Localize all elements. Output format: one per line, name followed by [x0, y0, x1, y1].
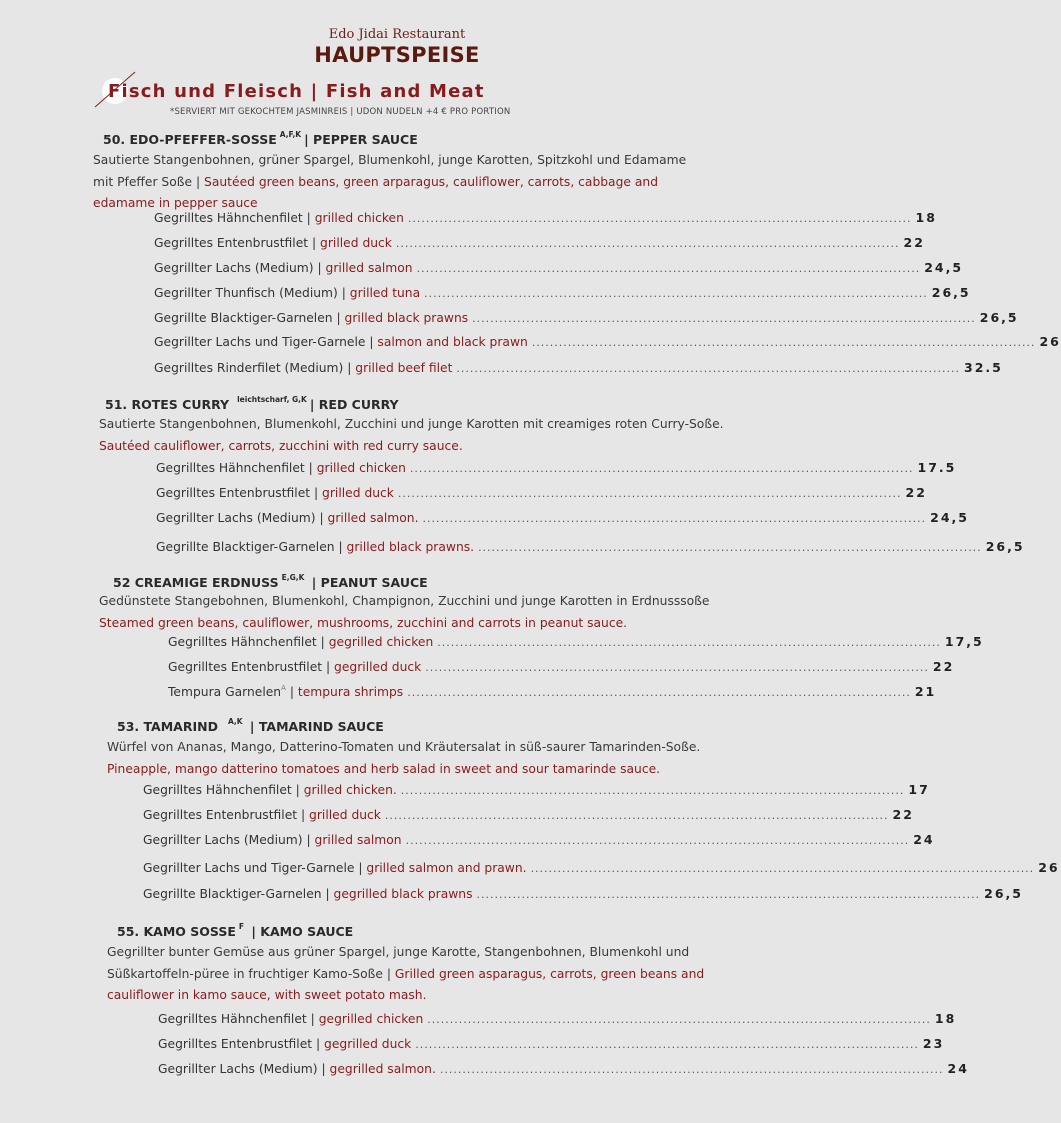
list-item: [143, 886, 1023, 906]
list-item: [154, 235, 925, 255]
option-english: grilled beef filet: [355, 361, 453, 375]
option-german: Gegrillte Blacktiger-Garnelen |: [154, 311, 345, 325]
price: 26: [1038, 860, 1060, 875]
dish-name: 50. EDO-PFEFFER-SOSSE: [103, 132, 277, 147]
dot-leader: ................................................................................................................: [415, 1038, 919, 1051]
price: 22: [892, 807, 914, 822]
option-german: Gegrilltes Hähnchenfilet |: [143, 783, 304, 797]
option-german: Gegrillter Lachs und Tiger-Garnele |: [154, 335, 378, 349]
option-german: Gegrillter Lachs (Medium) |: [156, 511, 328, 525]
option-english: gegrilled chicken: [318, 1012, 424, 1026]
category-title: Fisch und Fleisch | Fish and Meat: [108, 81, 485, 102]
dot-leader: ................................................................................................................: [384, 809, 889, 822]
dot-leader: ................................................................................................................: [437, 636, 941, 649]
price: 26: [1039, 334, 1061, 349]
list-item: [154, 334, 1061, 354]
option-english: gegrilled black prawns: [333, 887, 473, 901]
description-german: Würfel von Ananas, Mango, Datterino-Tomaten und Kräutersalat in süß-saurer Tamarinden-Soße.: [107, 740, 701, 754]
description-english: Grilled green asparagus, carrots, green beans and cauliflower in kamo sauce, with sweet potato mash.: [107, 966, 705, 1002]
option-german: Gegrilltes Entenbrustfilet |: [168, 660, 335, 674]
allergen-codes: F: [238, 922, 245, 931]
list-item: [158, 1061, 969, 1081]
list-item: [156, 460, 957, 480]
dot-leader: ................................................................................................................: [530, 862, 1035, 875]
price: 18: [934, 1011, 957, 1026]
description-english: Steamed green beans, cauliflower, mushrooms, zucchini and carrots in peanut sauce.: [99, 615, 628, 630]
option-english: grilled salmon: [314, 833, 402, 847]
option-english: grilled black prawns.: [346, 540, 475, 554]
option-german: Gegrilltes Entenbrustfilet |: [158, 1037, 325, 1051]
option-german: Gegrilltes Rinderfilet (Medium) |: [154, 361, 356, 375]
list-item: [154, 260, 964, 280]
dish-name: 52 CREAMIGE ERDNUSS: [113, 575, 279, 590]
dot-leader: ................................................................................................................: [425, 661, 929, 674]
description-english: Sautéed cauliflower, carrots, zucchini with red curry sauce.: [99, 438, 463, 453]
option-german: Gegrillter Lachs (Medium) |: [158, 1062, 330, 1076]
option-german: Gegrillter Lachs (Medium) |: [143, 833, 315, 847]
dot-leader: ................................................................................................................: [400, 784, 905, 797]
list-item: [154, 285, 971, 305]
dot-leader: ................................................................................................................: [409, 462, 914, 475]
price: 18: [915, 210, 937, 225]
option-english: grilled chicken: [314, 211, 404, 225]
price: 22: [905, 485, 927, 500]
option-english: grilled black prawns: [344, 311, 469, 325]
option-english: grilled salmon: [325, 261, 413, 275]
dot-leader: ................................................................................................................: [416, 262, 921, 275]
dot-leader: ................................................................................................................: [427, 1013, 931, 1026]
list-item: [168, 634, 984, 654]
price: 24: [913, 832, 935, 847]
option-english: grilled duck: [320, 236, 392, 250]
list-item: [143, 860, 1060, 880]
dot-leader: ................................................................................................................: [456, 362, 961, 375]
description-german: Sautierte Stangenbohnen, grüner Spargel, Blumenkohl, junge Karotten, Spitzkohl und Edamame mit Pfeffer Soße |: [93, 153, 687, 189]
dish-description: [107, 942, 737, 1007]
option-german: Gegrillte Blacktiger-Garnelen |: [156, 540, 347, 554]
price: 32.5: [964, 360, 1003, 375]
dish-english-name: | KAMO SAUCE: [251, 924, 354, 939]
restaurant-name: Edo Jidai Restaurant: [328, 27, 466, 42]
option-german: Gegrilltes Entenbrustfilet |: [154, 236, 321, 250]
option-english: gegrilled duck: [324, 1037, 412, 1051]
description-english: Sautéed green beans, green arparagus, cauliflower, carrots, cabbage and edamame in pepper sauce: [93, 174, 659, 210]
allergen-codes: A,K: [227, 717, 243, 726]
list-item: [168, 659, 955, 679]
dish-english-name: | PEANUT SAUCE: [311, 575, 428, 590]
option-german: Gegrillter Lachs und Tiger-Garnele |: [143, 861, 367, 875]
option-english: gegrilled duck: [334, 660, 422, 674]
option-separator: |: [285, 685, 298, 699]
list-item: [143, 782, 930, 802]
option-english: grilled salmon.: [327, 511, 419, 525]
option-english: tempura shrimps: [297, 685, 404, 699]
option-german: Gegrillte Blacktiger-Garnelen |: [143, 887, 334, 901]
dish-heading: [103, 130, 418, 147]
dish-name: 53. TAMARIND: [117, 719, 218, 734]
allergen-codes: A,F,K: [279, 130, 302, 139]
option-english: gegrilled chicken: [328, 635, 434, 649]
dish-heading: [117, 717, 384, 734]
option-german: Gegrilltes Hähnchenfilet |: [156, 461, 317, 475]
dish-description: [99, 414, 749, 457]
list-item: [143, 832, 935, 852]
dot-leader: ................................................................................................................: [424, 287, 928, 300]
list-item: [154, 310, 1019, 330]
price: 22: [932, 659, 955, 674]
list-item: [158, 1011, 957, 1031]
price: 17.5: [917, 460, 957, 475]
description-english: Pineapple, mango datterino tomatoes and herb salad in sweet and sour tamarinde sauce.: [107, 761, 661, 776]
allergen-code: A: [281, 684, 286, 692]
description-german: Gegrillter bunter Gemüse aus grüner Spargel, junge Karotte, Stangenbohnen, Blumenkohl und Süßkartoffeln-püree in fruchtiger Kamo-Soße |: [107, 945, 690, 981]
list-item: [156, 539, 1025, 559]
serving-note: *SERVIERT MIT GEKOCHTEM JASMINREIS | UDON NUDELN +4 € PRO PORTION: [170, 107, 511, 117]
option-german: Gegrilltes Hähnchenfilet |: [158, 1012, 319, 1026]
dot-leader: ................................................................................................................: [395, 237, 900, 250]
dot-leader: ................................................................................................................: [422, 512, 927, 525]
option-english: salmon and black prawn: [377, 335, 528, 349]
dish-heading: [117, 922, 353, 939]
dot-leader: ................................................................................................................: [472, 312, 976, 325]
dish-description: [107, 737, 787, 780]
dish-english-name: | PEPPER SAUCE: [304, 132, 418, 147]
option-german: Gegrilltes Hähnchenfilet |: [168, 635, 329, 649]
price: 24,5: [924, 260, 964, 275]
dish-name: 55. KAMO SOSSE: [117, 924, 236, 939]
dish-name: 51. ROTES CURRY: [105, 397, 230, 412]
dot-leader: ................................................................................................................: [407, 212, 912, 225]
allergen-codes: E,G,K: [281, 573, 305, 582]
dot-leader: ................................................................................................................: [478, 541, 982, 554]
description-german: Sautierte Stangenbohnen, Blumenkohl, Zucchini und junge Karotten mit creamiges roten Curry-Soße.: [99, 417, 724, 431]
dot-leader: ................................................................................................................: [397, 487, 902, 500]
price: 26,5: [985, 539, 1025, 554]
dot-leader: ................................................................................................................: [476, 888, 981, 901]
description-german: Gedünstete Stangebohnen, Blumenkohl, Champignon, Zucchini und junge Karotten in Erdnusssoße: [99, 594, 710, 608]
dish-description: [93, 150, 693, 215]
price: 24,5: [930, 510, 969, 525]
price: 26,5: [984, 886, 1023, 901]
list-item: [143, 807, 914, 827]
dish-heading: [105, 395, 399, 412]
option-english: grilled duck: [322, 486, 394, 500]
list-item: [168, 684, 937, 704]
option-german: Gegrilltes Entenbrustfilet |: [156, 486, 323, 500]
option-english: grilled salmon and prawn.: [366, 861, 527, 875]
option-german: Gegrilltes Entenbrustfilet |: [143, 808, 310, 822]
list-item: [156, 485, 927, 505]
option-german: Gegrilltes Hähnchenfilet |: [154, 211, 315, 225]
list-item: [156, 510, 969, 530]
dot-leader: ................................................................................................................: [407, 686, 911, 699]
list-item: [158, 1036, 945, 1056]
dish-english-name: | TAMARIND SAUCE: [249, 719, 384, 734]
price: 22: [903, 235, 925, 250]
page-title: HAUPTSPEISE: [314, 43, 480, 67]
option-german: Tempura Garnelen: [168, 685, 282, 699]
option-english: grilled chicken: [316, 461, 406, 475]
price: 24: [947, 1061, 969, 1076]
dish-heading: [113, 573, 428, 590]
price: 23: [922, 1036, 945, 1051]
dot-leader: ................................................................................................................: [439, 1063, 944, 1076]
dish-description: [99, 591, 779, 634]
price: 26,5: [931, 285, 971, 300]
dish-english-name: | RED CURRY: [309, 397, 399, 412]
dot-leader: ................................................................................................................: [531, 336, 1036, 349]
list-item: [154, 210, 937, 230]
allergen-codes: leichtscharf, G,K: [237, 395, 307, 404]
price: 17,5: [944, 634, 984, 649]
price: 17: [908, 782, 930, 797]
option-english: grilled chicken.: [303, 783, 397, 797]
option-english: grilled tuna: [349, 286, 421, 300]
option-german: Gegrillter Lachs (Medium) |: [154, 261, 326, 275]
dot-leader: ................................................................................................................: [405, 834, 910, 847]
price: 26,5: [979, 310, 1019, 325]
option-english: gegrilled salmon.: [329, 1062, 436, 1076]
option-english: grilled duck: [309, 808, 381, 822]
list-item: [154, 360, 1003, 380]
price: 21: [914, 684, 937, 699]
option-german: Gegrillter Thunfisch (Medium) |: [154, 286, 350, 300]
